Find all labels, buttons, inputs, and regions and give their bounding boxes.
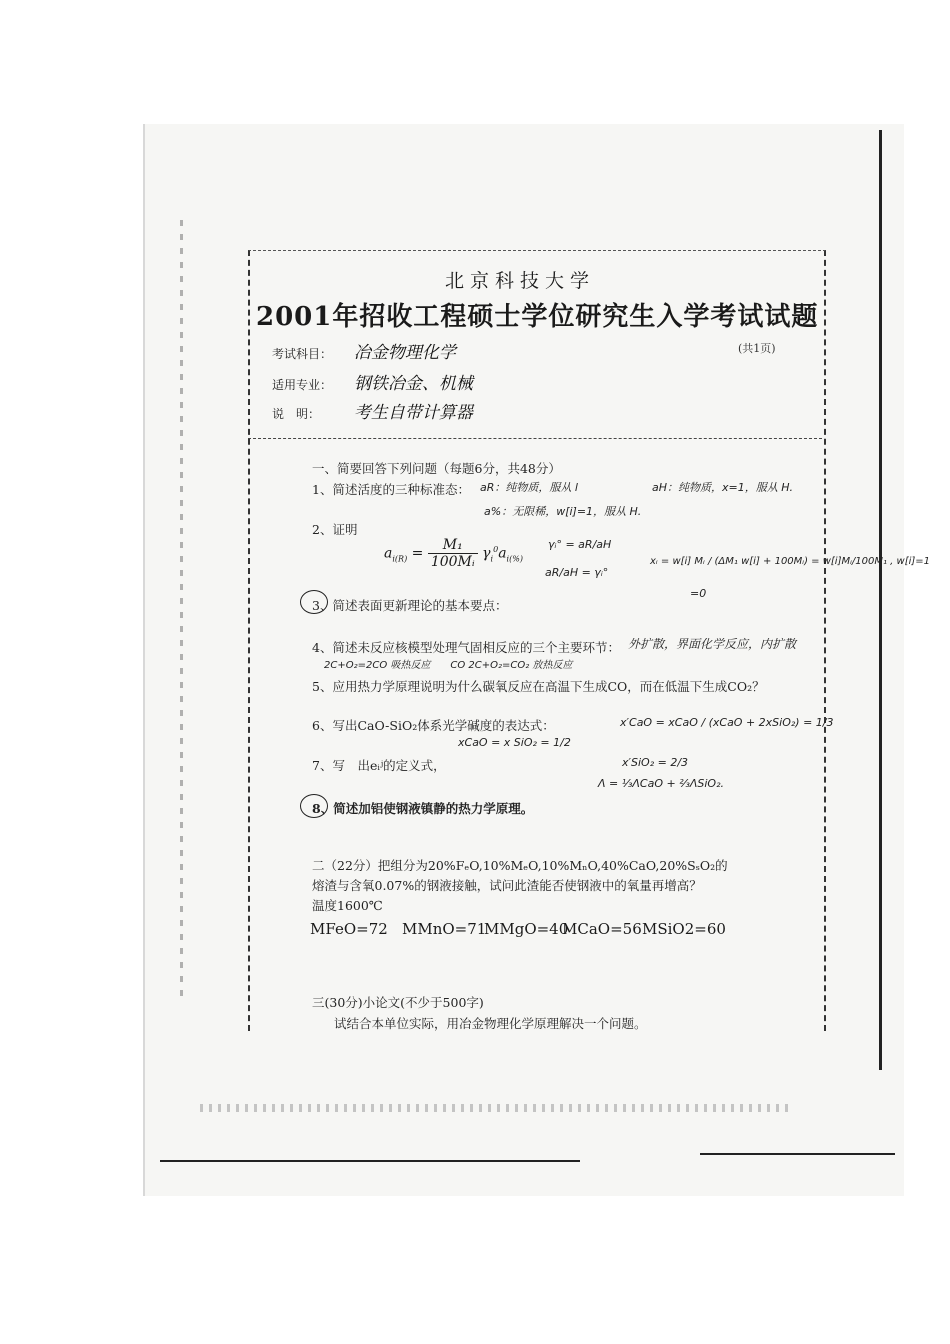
question-2: 2、证明 [312, 522, 358, 537]
mass-cao: MCaO=56 [562, 920, 642, 938]
section1-heading: 一、简要回答下列问题（每题6分，共48分） [312, 461, 561, 476]
section2-line2: 熔渣与含氧0.07%的钢液接触，试问此渣能否使钢液中的氧量再增高？ [312, 878, 702, 893]
q4-note-reactions: 2C+O₂=2CO 吸热反应 CO 2C+O₂=CO₂ 放热反应 [324, 660, 573, 671]
major-label: 适用专业： [272, 378, 333, 392]
question-3: 3、简述表面更新理论的基本要点： [312, 598, 508, 613]
scan-smudge [200, 1104, 790, 1112]
q2-formula: $a_{i(R)}$ = $\frac{\text{M₁}}{\text{100Mᵢ}}$ $\gamma_i^0a_{i(\%)}$ [384, 537, 523, 570]
major-value: 钢铁冶金、机械 [353, 374, 473, 394]
mass-mno: MMnO=71 [402, 920, 487, 938]
scan-noise [180, 220, 183, 1000]
q6-note-fraction: x′CaO = xCaO / (xCaO + 2xSiO₂) = 1/3 [620, 716, 834, 729]
question-7: 7、写 出eᵢʲ的定义式， [312, 758, 446, 773]
q2-fraction [428, 537, 478, 570]
q2-side-note-gamma: γᵢ° = aR/aH [548, 538, 612, 551]
q2-side-note-ratio: aR/aH = γᵢ° [545, 566, 609, 579]
note-row [272, 398, 473, 423]
subject-label: 考试科目： [272, 347, 333, 361]
q2-formula-lhs: a [384, 545, 393, 562]
q2-side-note-derivation: xᵢ = w[i] Mᵢ / (ΔM₁ w[i] + 100Mᵢ) = w[i]Mᵢ/100M₁ , w[i]=1 [650, 556, 931, 567]
q4-note-steps: 外扩散，界面化学反应，内扩散 [628, 637, 797, 651]
section2-line1: 二（22分）把组分为20%FₑO,10%MₑO,10%MₙO,40%CaO,20%SₛO₂的 [312, 858, 728, 873]
mass-feo: MFeO=72 [310, 920, 388, 938]
major-row [272, 369, 473, 394]
q6-note-lambda: Λ = ⅓ΛCaO + ⅔ΛSiO₂. [598, 777, 725, 790]
question-4: 4、简述未反应核模型处理气固相反应的三个主要环节： [312, 640, 620, 655]
note-value: 考生自带计算器 [353, 403, 473, 423]
question-5: 5、应用热力学原理说明为什么碳氧反应在高温下生成CO，而在低温下生成CO₂？ [312, 679, 765, 694]
section3-heading: 三(30分)小论文(不少于500字) [312, 995, 484, 1010]
q2-side-note-zero: =0 [690, 587, 707, 600]
section2-line3: 温度1600℃ [312, 898, 383, 913]
q6-note-sio2: x′SiO₂ = 2/3 [622, 756, 689, 769]
question-8: 8、简述加铝使钢液镇静的热力学原理。 [312, 801, 534, 816]
university-name: 北京科技大学 [444, 270, 595, 292]
question-6: 6、写出CaO-SiO₂体系光学碱度的表达式： [312, 718, 555, 733]
mass-mgo: MMgO=40 [484, 920, 569, 938]
q2-denominator: 100Mᵢ [430, 554, 475, 570]
section3-body: 试结合本单位实际，用冶金物理化学原理解决一个问题。 [334, 1016, 647, 1031]
bottom-rule-right [700, 1153, 895, 1155]
subject-row [272, 338, 456, 363]
question-1: 1、简述活度的三种标准态： [312, 482, 470, 497]
note-label: 说 明： [272, 407, 321, 421]
bottom-rule-left [160, 1160, 580, 1162]
q1-note-raoult: aR：纯物质，服从 l [480, 481, 578, 494]
mass-sio2: MSiO2=60 [642, 920, 726, 938]
subject-value: 冶金物理化学 [353, 343, 456, 363]
page-count: (共1页) [738, 342, 776, 355]
q2-numerator: M₁ [428, 537, 478, 554]
q1-note-henry: aH：纯物质，x=1，服从 H. [652, 481, 794, 494]
q1-note-percent: a%：无限稀，w[i]=1，服从 H. [484, 505, 642, 518]
header-separator [248, 438, 822, 439]
exam-title: 2001年招收工程硕士学位研究生入学考试试题 [256, 302, 819, 332]
q6-note-equal: xCaO = x SiO₂ = 1/2 [458, 736, 571, 749]
